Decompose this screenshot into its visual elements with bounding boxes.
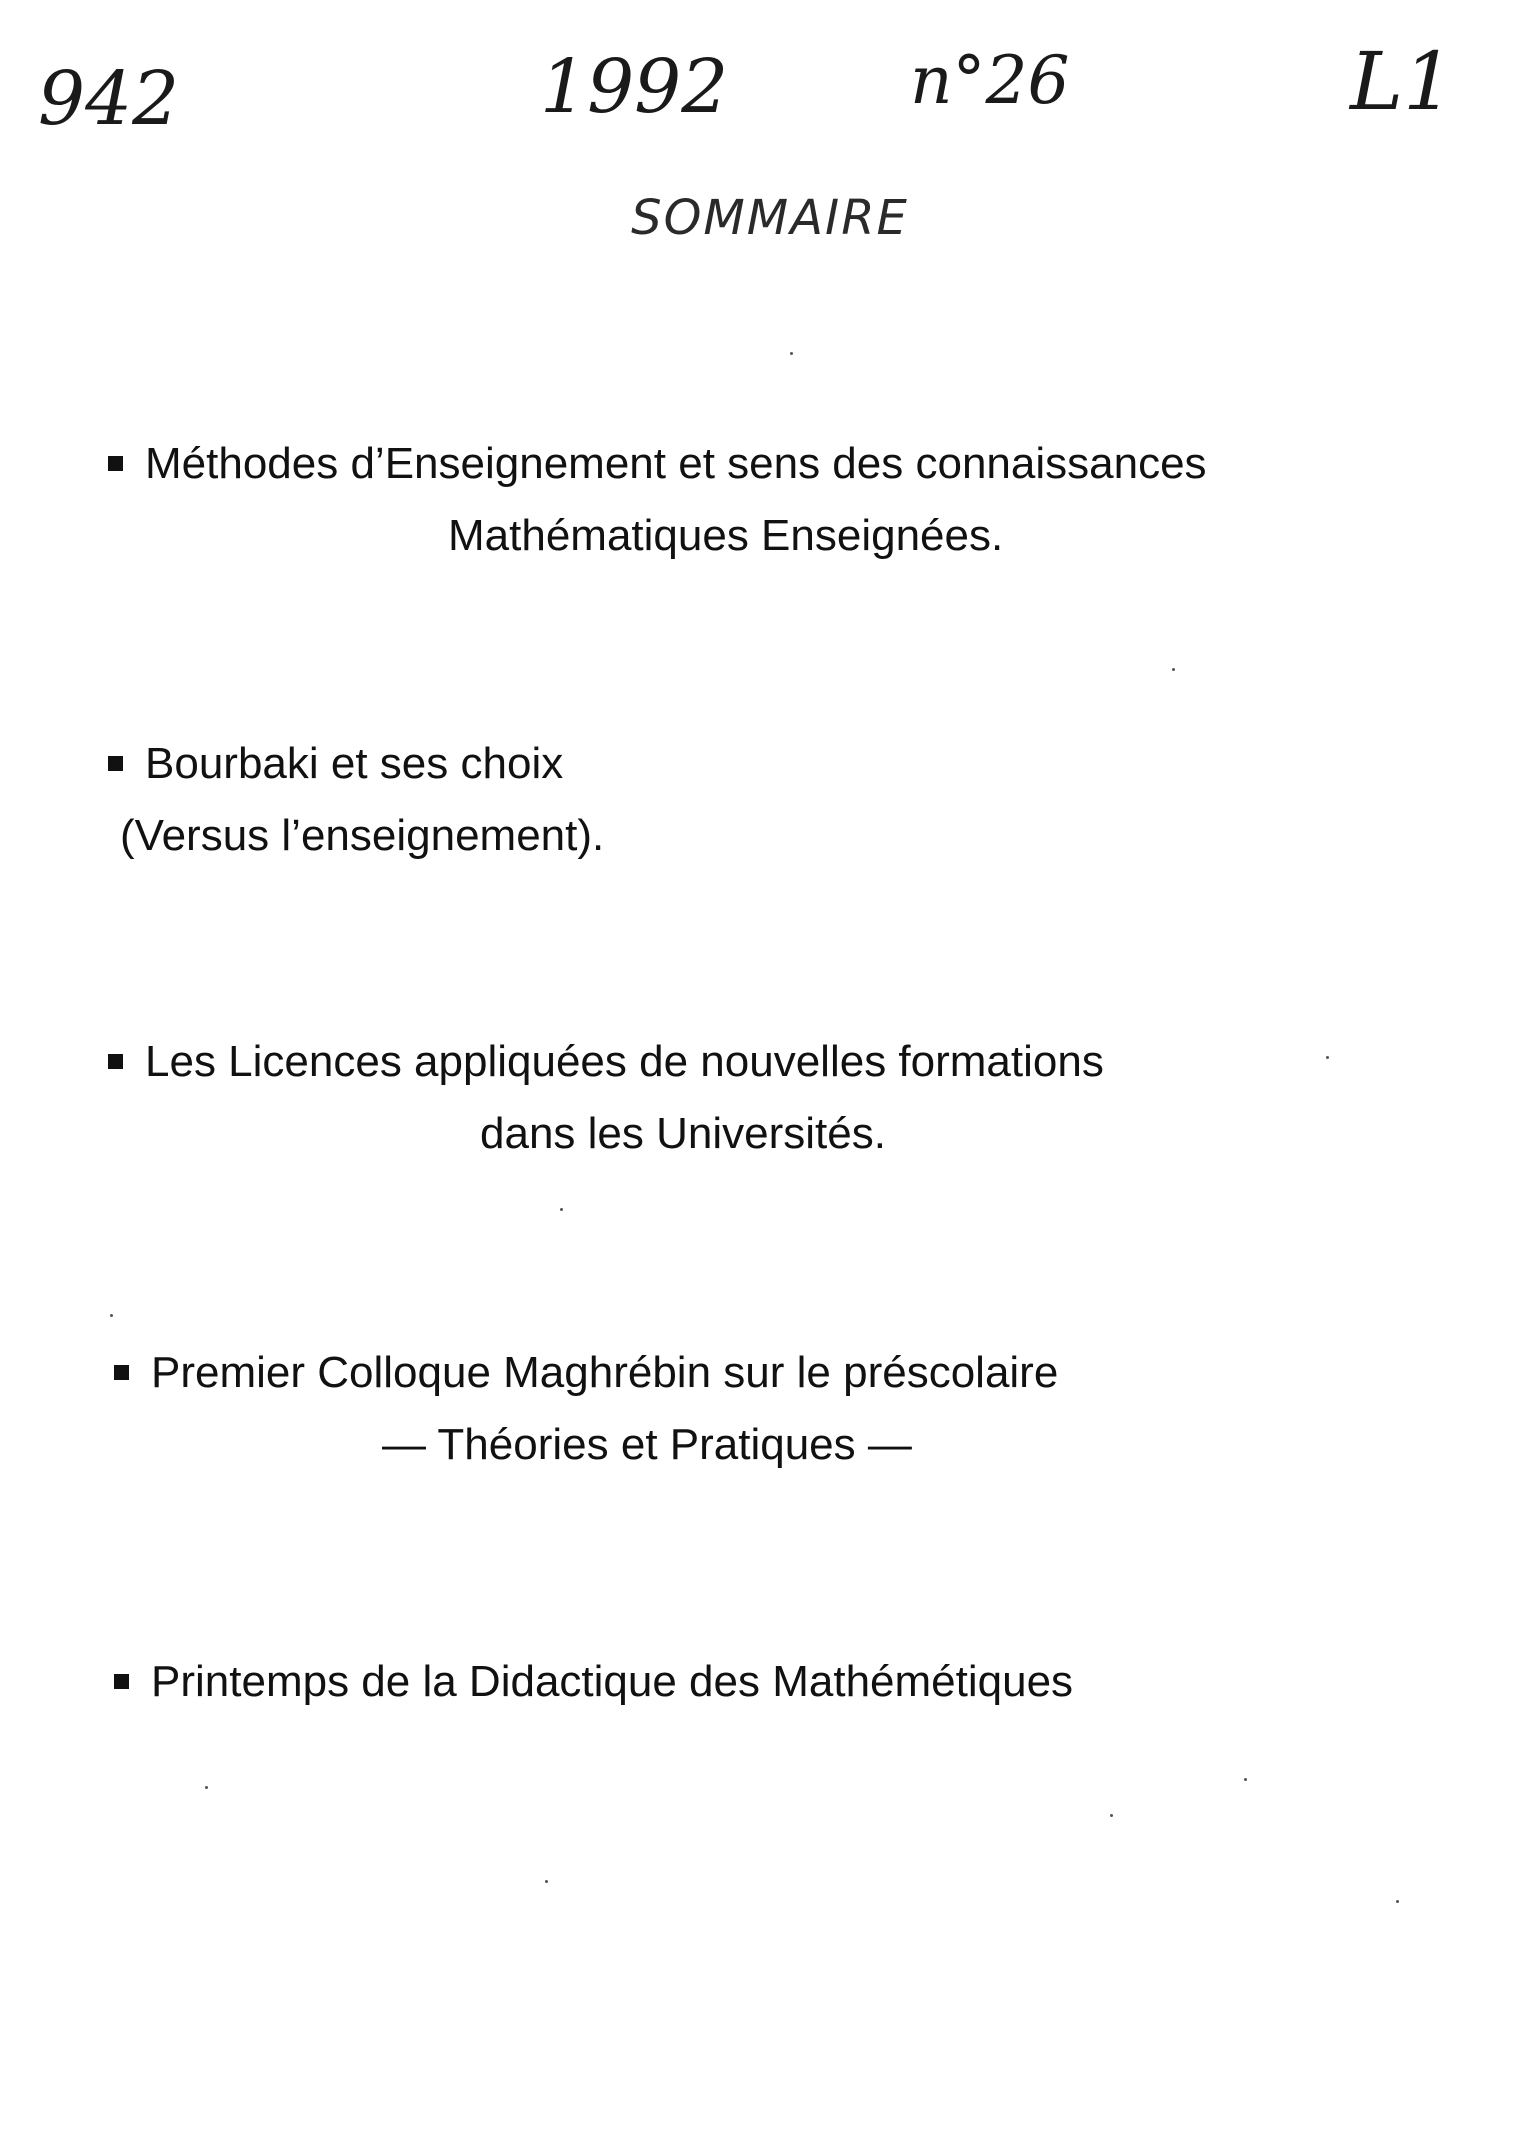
scan-speck xyxy=(1110,1814,1113,1817)
scan-speck xyxy=(1326,1056,1329,1059)
handwritten-code: L1 xyxy=(1350,35,1455,128)
toc-entry xyxy=(108,728,604,872)
bullet-icon xyxy=(108,1054,123,1069)
scan-speck xyxy=(1396,1900,1399,1903)
toc-entry-continuation: Mathématiques Enseignées. xyxy=(448,511,1004,560)
toc-entry-line xyxy=(108,1026,1104,1098)
toc-entry-line xyxy=(108,728,604,800)
bullet-icon xyxy=(114,1365,129,1380)
scan-speck xyxy=(205,1786,208,1789)
handwritten-ref: 942 xyxy=(38,56,180,142)
scan-speck xyxy=(1244,1778,1247,1781)
scan-speck xyxy=(110,1314,113,1317)
toc-entry xyxy=(114,1646,1073,1718)
toc-entry-text: Méthodes d’Enseignement et sens des connaissances xyxy=(145,439,1207,488)
page-title: SOMMAIRE xyxy=(631,190,909,246)
bullet-icon xyxy=(114,1674,129,1689)
toc-entry-continuation: dans les Universités. xyxy=(480,1109,886,1158)
scan-speck xyxy=(1172,668,1175,671)
scan-speck xyxy=(790,352,793,355)
scan-speck xyxy=(560,1208,563,1211)
toc-entry-text: Bourbaki et ses choix xyxy=(145,739,564,788)
toc-entry-line xyxy=(108,428,1207,500)
toc-entry-line xyxy=(114,1646,1073,1718)
toc-entry-text: Les Licences appliquées de nouvelles formations xyxy=(145,1037,1104,1086)
bullet-icon xyxy=(108,456,123,471)
toc-entry-text: Printemps de la Didactique des Mathémétiques xyxy=(151,1657,1074,1706)
handwritten-year: 1992 xyxy=(540,44,729,130)
handwritten-number: n°26 xyxy=(910,42,1070,119)
toc-entry-text: Premier Colloque Maghrébin sur le préscolaire xyxy=(151,1348,1059,1397)
toc-entry xyxy=(114,1337,1058,1481)
toc-entry-continuation: (Versus l’enseignement). xyxy=(120,811,605,860)
scan-speck xyxy=(545,1880,548,1883)
toc-entry xyxy=(108,1026,1104,1170)
toc-entry-line xyxy=(114,1337,1058,1409)
toc-entry xyxy=(108,428,1207,572)
toc-entry-continuation: — Théories et Pratiques — xyxy=(382,1420,912,1469)
bullet-icon xyxy=(108,756,123,771)
